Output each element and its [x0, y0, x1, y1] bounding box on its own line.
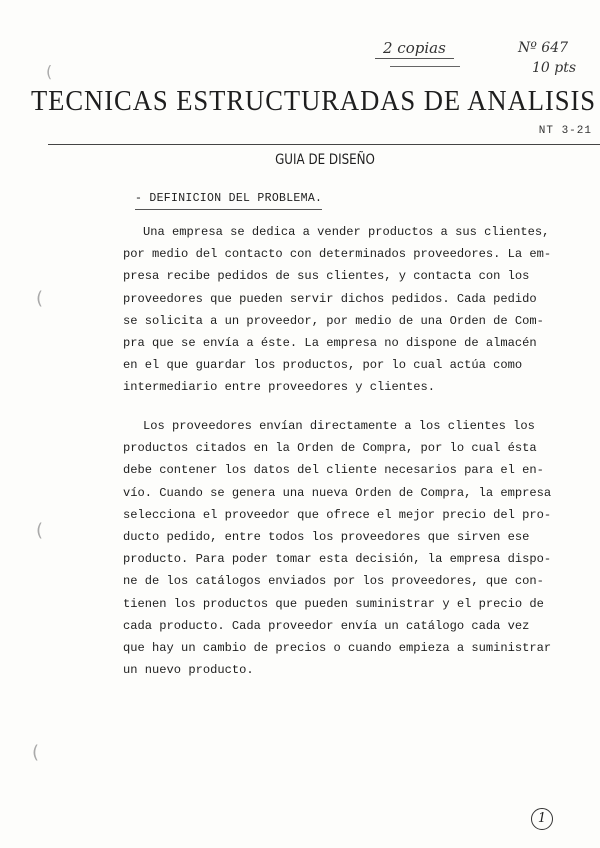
handwritten-number-note: Nº 647	[518, 40, 569, 56]
text-line: presa recibe pedidos de sus clientes, y contacta con los	[123, 269, 530, 284]
text-line: tienen los productos que pueden suministrar y el precio de	[123, 596, 544, 611]
punch-hole-mark: (	[36, 520, 44, 541]
text-line: que hay un cambio de precios o cuando empieza a suministrar	[123, 640, 552, 655]
section-heading: - DEFINICION DEL PROBLEMA.	[135, 192, 322, 210]
text-line: ne de los catálogos enviados por los proveedores, que con-	[123, 574, 544, 589]
text-line: un nuevo producto.	[123, 663, 254, 678]
punch-hole-mark: (	[36, 288, 44, 309]
text-line: productos citados en la Orden de Compra, por lo cual ésta	[123, 441, 537, 456]
punch-hole-mark: (	[32, 742, 40, 763]
text-line: pra que se envía a éste. La empresa no dispone de almacén	[123, 335, 537, 350]
text-line: ducto pedido, entre todos los proveedores que sirven ese	[123, 529, 530, 544]
text-line: intermediario entre proveedores y clientes.	[123, 380, 436, 395]
header-rule	[48, 144, 600, 145]
handwritten-underline	[390, 66, 460, 67]
text-line: debe contener los datos del cliente necesarios para el en-	[123, 463, 544, 478]
punch-hole-mark: (	[46, 62, 53, 81]
text-line: selecciona el proveedor que ofrece el mejor precio del pro-	[123, 507, 552, 522]
document-code: NT 3-21	[538, 125, 592, 137]
handwritten-price-note: 10 pts	[532, 60, 577, 76]
text-line: se solicita a un proveedor, por medio de una Orden de Com-	[123, 313, 544, 328]
handwritten-copies-note: 2 copias	[375, 40, 454, 59]
text-line: producto. Para poder tomar esta decisión, la empresa dispo-	[123, 552, 552, 567]
text-line: proveedores que pueden servir dichos pedidos. Cada pedido	[123, 291, 537, 306]
text-line: Los proveedores envían directamente a los clientes los	[143, 419, 535, 433]
text-line: Una empresa se dedica a vender productos a sus clientes,	[143, 225, 550, 239]
text-line: en el que guardar los productos, por lo cual actúa como	[123, 358, 523, 373]
text-line: cada producto. Cada proveedor envía un catálogo cada vez	[123, 618, 530, 633]
text-line: vío. Cuando se genera una nueva Orden de Compra, la empresa	[123, 485, 552, 500]
text-line: por medio del contacto con determinados proveedores. La em-	[123, 247, 552, 262]
paragraph-1	[123, 221, 551, 399]
document-title: TECNICAS ESTRUCTURADAS DE ANALISIS	[30, 86, 597, 117]
guide-title: GUIA DE DISEÑO	[275, 152, 375, 168]
page-number: 1	[531, 808, 553, 830]
paragraph-2	[123, 415, 551, 681]
